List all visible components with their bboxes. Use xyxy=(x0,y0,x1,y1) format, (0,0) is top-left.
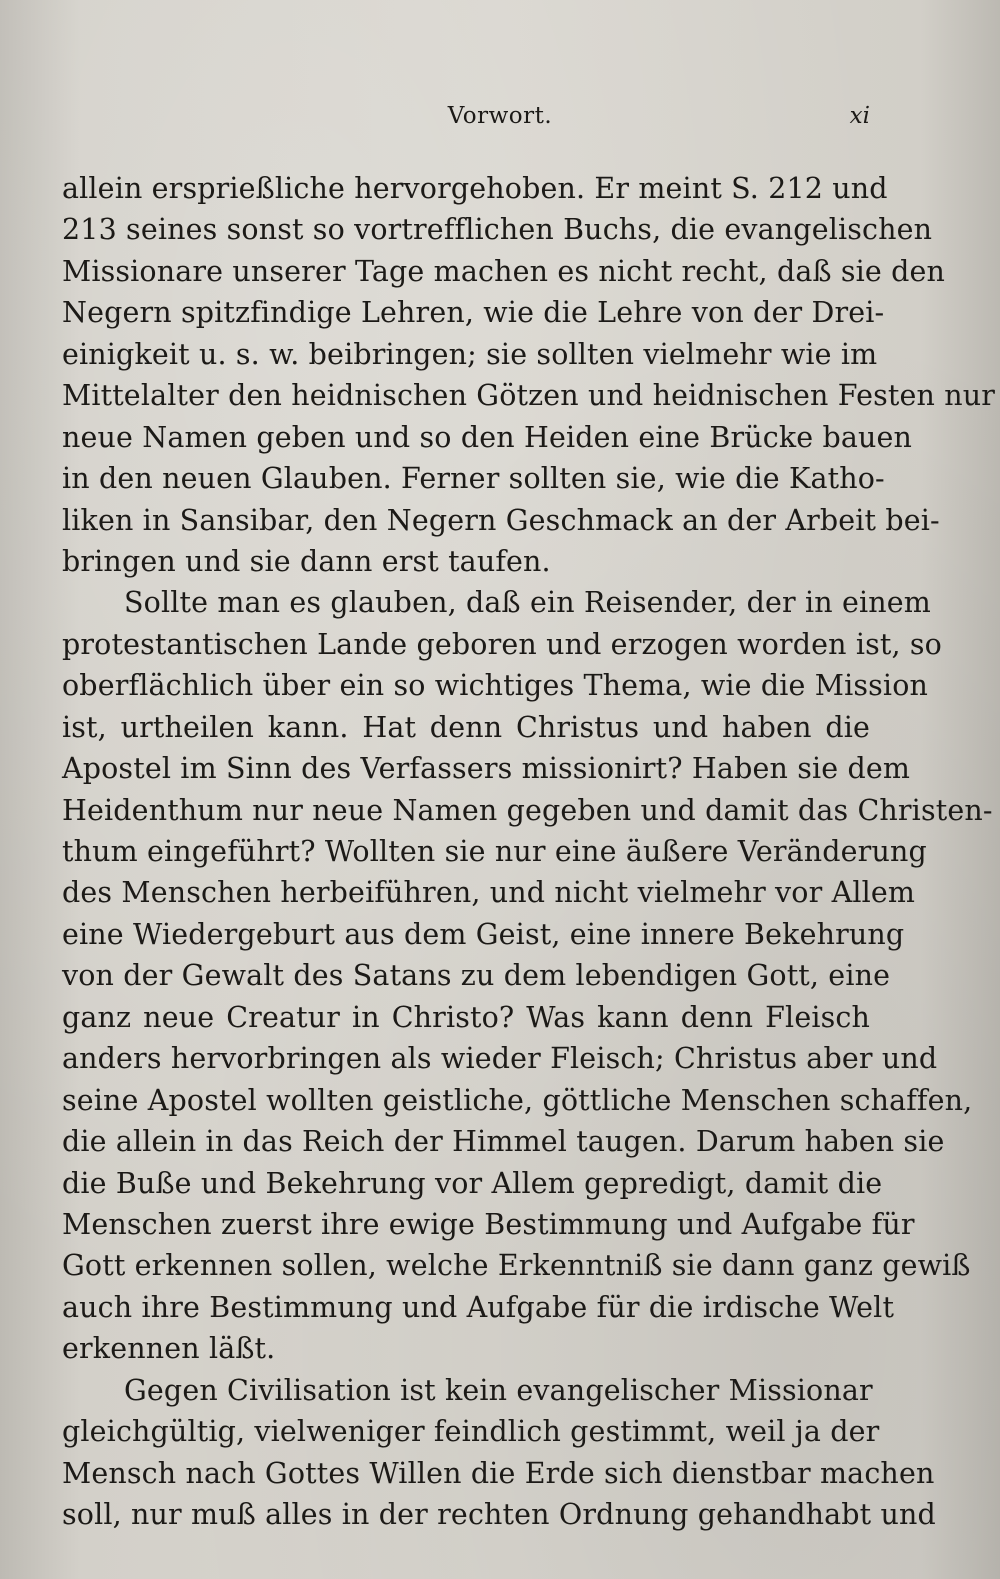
text-line: 213 seines sonst so vortrefflichen Buchs, die evangelischen xyxy=(62,213,933,247)
paragraph-start-line: Gegen Civilisation ist kein evangelischer Missionar xyxy=(124,1373,873,1407)
text-line: die allein in das Reich der Himmel taugen. Darum haben sie xyxy=(62,1125,945,1159)
text-line: Missionare unserer Tage machen es nicht recht, daß sie den xyxy=(62,254,946,288)
text-line: Mittelalter den heidnischen Götzen und heidnischen Festen nur xyxy=(62,379,995,413)
text-line: thum eingeführt? Wollten sie nur eine äußere Veränderung xyxy=(62,835,927,868)
text-line: ganz neue Creatur in Christo? Was kann denn Fleisch xyxy=(62,1000,870,1034)
text-line: oberflächlich über ein so wichtiges Thema, wie die Mission xyxy=(62,669,929,703)
text-line: die Buße und Bekehrung vor Allem gepredigt, damit die xyxy=(62,1166,883,1200)
text-line: auch ihre Bestimmung und Aufgabe für die irdische Welt xyxy=(62,1290,895,1324)
text-line: Gott erkennen sollen, welche Erkenntniß sie dann ganz gewiß xyxy=(62,1249,971,1283)
text-line: neue Namen geben und so den Heiden eine Brücke bauen xyxy=(62,420,913,454)
text-line: ist, urtheilen kann. Hat denn Christus und haben die xyxy=(62,710,870,744)
text-line: anders hervorbringen als wieder Fleisch; Christus aber und xyxy=(62,1042,938,1076)
text-line: Menschen zuerst ihre ewige Bestimmung und Aufgabe für xyxy=(62,1207,915,1241)
page-number: xi xyxy=(849,103,870,129)
text-line: protestantischen Lande geboren und erzogen worden ist, so xyxy=(62,627,942,661)
text-line: liken in Sansibar, den Negern Geschmack an der Arbeit bei- xyxy=(62,503,940,537)
running-head: Vorwort. xyxy=(447,103,553,129)
paragraph-start-line: Sollte man es glauben, daß ein Reisender, der in einem xyxy=(124,586,931,620)
text-line: seine Apostel wollten geistliche, göttliche Menschen schaffen, xyxy=(62,1083,973,1117)
paragraph-end-line: bringen und sie dann erst taufen. xyxy=(62,544,551,578)
text-line: in den neuen Glauben. Ferner sollten sie, wie die Katho- xyxy=(62,462,885,496)
text-line: soll, nur muß alles in der rechten Ordnung gehandhabt und xyxy=(62,1498,936,1531)
body-text xyxy=(62,168,995,1535)
text-line: des Menschen herbeiführen, und nicht vielmehr vor Allem xyxy=(62,876,916,910)
text-line: Negern spitzfindige Lehren, wie die Lehre von der Drei- xyxy=(62,296,885,330)
text-line: Apostel im Sinn des Verfassers missionirt? Haben sie dem xyxy=(62,752,911,786)
text-line: eine Wiedergeburt aus dem Geist, eine innere Bekehrung xyxy=(62,917,905,951)
text-line: allein ersprießliche hervorgehoben. Er meint S. 212 und xyxy=(62,172,888,205)
text-line: Mensch nach Gottes Willen die Erde sich dienstbar machen xyxy=(62,1456,935,1490)
text-line: einigkeit u. s. w. beibringen; sie sollten vielmehr wie im xyxy=(62,337,878,371)
text-line: gleichgültig, vielweniger feindlich gestimmt, weil ja der xyxy=(62,1415,880,1449)
paragraph-end-line: erkennen läßt. xyxy=(62,1332,276,1366)
page-header xyxy=(0,103,1000,137)
text-line: von der Gewalt des Satans zu dem lebendigen Gott, eine xyxy=(62,959,891,993)
text-line: Heidenthum nur neue Namen gegeben und damit das Christen- xyxy=(62,793,993,827)
